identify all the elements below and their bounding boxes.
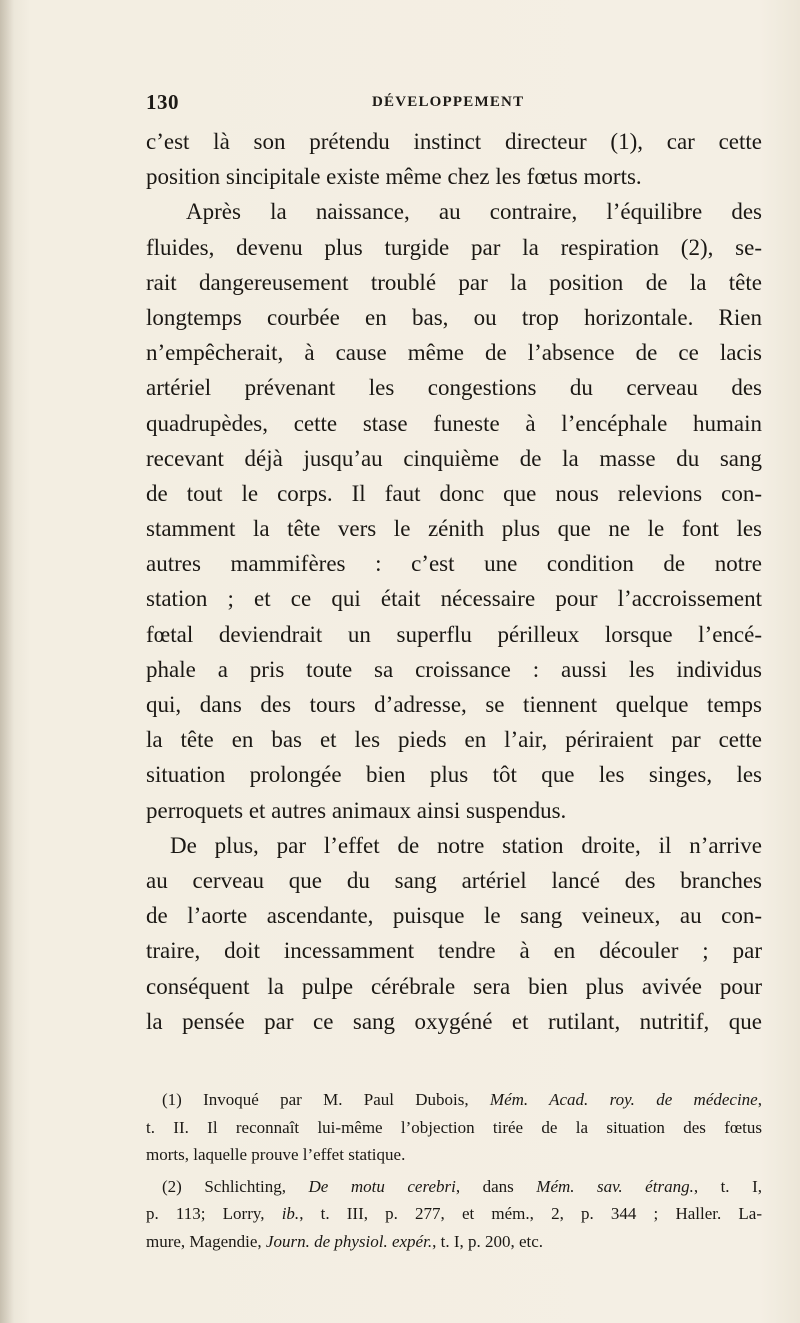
- text-line: la pensée par ce sang oxygéné et rutilant, nutritif, que: [146, 1008, 762, 1034]
- text-line: n’empêcherait, à cause même de l’absence de ce lacis: [146, 340, 762, 366]
- text-line: De plus, par l’effet de notre station droite, il n’arrive: [170, 832, 762, 858]
- text-line: position sincipitale existe même chez les fœtus morts.: [146, 164, 642, 190]
- body-text: [146, 124, 762, 1039]
- footnotes: [146, 1086, 762, 1255]
- footnote-2-line: mure, Magendie, Journ. de physiol. expér., t. I, p. 200, etc.: [146, 1231, 544, 1251]
- text-line: qui, dans des tours d’adresse, se tiennent quelque temps: [146, 692, 762, 717]
- text-line: fluides, devenu plus turgide par la respiration (2), se-: [146, 234, 762, 260]
- text-line: au cerveau que du sang artériel lancé des branches: [146, 867, 762, 893]
- text-line: situation prolongée bien plus tôt que les singes, les: [146, 762, 762, 788]
- text-line: de tout le corps. Il faut donc que nous relevions con-: [146, 480, 762, 506]
- text-line: c’est là son prétendu instinct directeur (1), car cette: [146, 129, 762, 154]
- text-line: perroquets et autres animaux ainsi suspendus.: [146, 797, 567, 823]
- text-line: fœtal deviendrait un superflu périlleux lorsque l’encé-: [146, 621, 762, 647]
- running-head: [146, 90, 762, 120]
- gutter-shadow: [0, 0, 14, 1323]
- text-line: station ; et ce qui était nécessaire pour l’accroissement: [146, 586, 762, 612]
- footnote-2-line: p. 113; Lorry, ib., t. III, p. 277, et mém., 2, p. 344 ; Haller. La-: [146, 1204, 762, 1223]
- text-line: stamment la tête vers le zénith plus que ne le font les: [146, 516, 762, 542]
- text-line: autres mammifères : c’est une condition de notre: [146, 551, 762, 577]
- footnote-1-line: t. II. Il reconnaît lui-même l’objection tirée de la situation des fœtus: [146, 1117, 762, 1137]
- text-line: rait dangereusement troublé par la position de la tête: [146, 269, 762, 295]
- footnote-1-line: (1) Invoqué par M. Paul Dubois, Mém. Acad. roy. de médecine,: [162, 1090, 762, 1109]
- text-line: la tête en bas et les pieds en l’air, périraient par cette: [146, 727, 762, 753]
- text-line: Après la naissance, au contraire, l’équilibre des: [186, 199, 762, 225]
- text-line: recevant déjà jusqu’au cinquième de la masse du sang: [146, 445, 762, 471]
- footnote-2-line: (2) Schlichting, De motu cerebri, dans Mém. sav. étrang., t. I,: [162, 1176, 762, 1196]
- footnote-1-line: morts, laquelle prouve l’effet statique.: [146, 1145, 406, 1164]
- running-title: DÉVELOPPEMENT: [372, 94, 525, 110]
- text-line: phale a pris toute sa croissance : aussi les individus: [146, 656, 762, 682]
- text-line: de l’aorte ascendante, puisque le sang veineux, au con-: [146, 903, 762, 929]
- text-line: artériel prévenant les congestions du cerveau des: [146, 375, 762, 401]
- text-line: traire, doit incessamment tendre à en découler ; par: [146, 938, 762, 964]
- text-line: quadrupèdes, cette stase funeste à l’encéphale humain: [146, 410, 762, 436]
- text-line: longtemps courbée en bas, ou trop horizontale. Rien: [146, 304, 762, 330]
- page-number: 130: [146, 90, 179, 114]
- text-line: conséquent la pulpe cérébrale sera bien plus avivée pour: [146, 973, 762, 999]
